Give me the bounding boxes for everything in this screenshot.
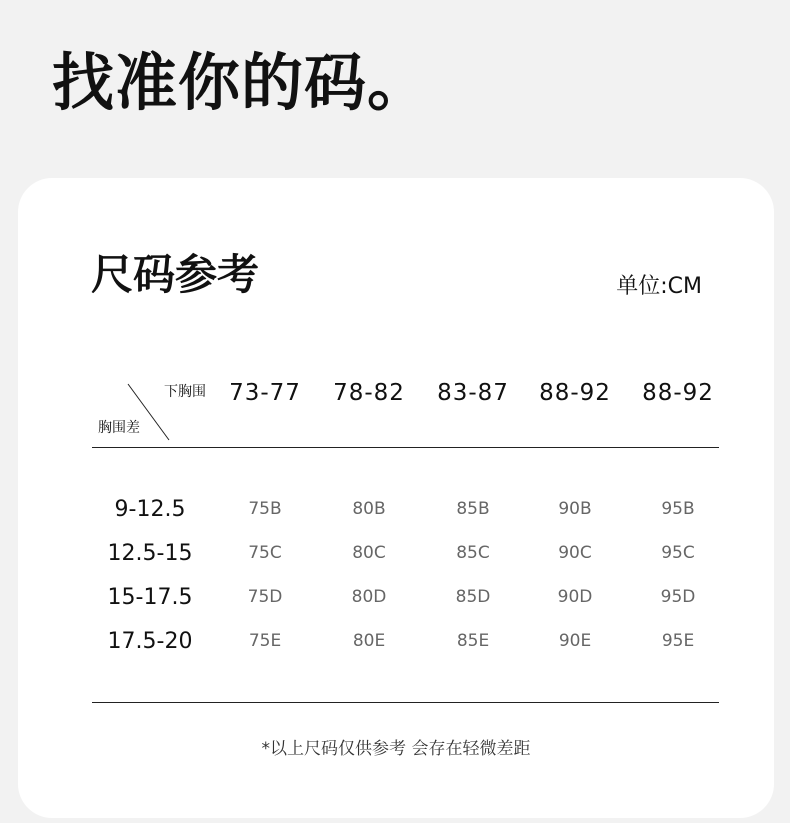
header-underbust-label: 下胸围: [164, 384, 206, 400]
row-label: 12.5-15: [107, 541, 193, 566]
table-cell: 80B: [352, 499, 386, 519]
column-header: 78-82: [333, 380, 405, 406]
table-cell: 95B: [661, 499, 695, 519]
table-cell: 85D: [455, 587, 491, 607]
table-cell: 85E: [456, 631, 490, 651]
row-label: 9-12.5: [114, 497, 186, 522]
table-cell: 95D: [660, 587, 696, 607]
column-header: 88-92: [642, 380, 714, 406]
section-title: 尺码参考: [91, 250, 260, 299]
table-cell: 80C: [352, 543, 386, 563]
column-header: 83-87: [437, 380, 509, 406]
unit-label: 单位:CM: [616, 274, 702, 299]
page-title: 找准你的码。: [52, 46, 431, 119]
column-header: 88-92: [539, 380, 611, 406]
table-cell: 75B: [248, 499, 282, 519]
header-bust-difference-label: 胸围差: [98, 420, 140, 436]
table-cell: 75C: [248, 543, 282, 563]
table-cell: 75D: [247, 587, 283, 607]
table-cell: 90E: [558, 631, 592, 651]
table-cell: 95E: [661, 631, 695, 651]
table-cell: 85C: [456, 543, 490, 563]
table-cell: 90B: [558, 499, 592, 519]
table-cell: 85B: [456, 499, 490, 519]
row-label: 17.5-20: [107, 629, 193, 654]
table-cell: 90C: [558, 543, 592, 563]
table-cell: 80E: [352, 631, 386, 651]
header-divider: [92, 447, 719, 448]
table-cell: 80D: [351, 587, 387, 607]
column-header: 73-77: [229, 380, 301, 406]
size-reference-card: [18, 178, 774, 818]
table-bottom-divider: [92, 702, 719, 703]
table-cell: 75E: [248, 631, 282, 651]
footnote: *以上尺码仅供参考 会存在轻微差距: [261, 739, 531, 759]
table-cell: 90D: [557, 587, 593, 607]
row-label: 15-17.5: [107, 585, 193, 610]
table-cell: 95C: [661, 543, 695, 563]
